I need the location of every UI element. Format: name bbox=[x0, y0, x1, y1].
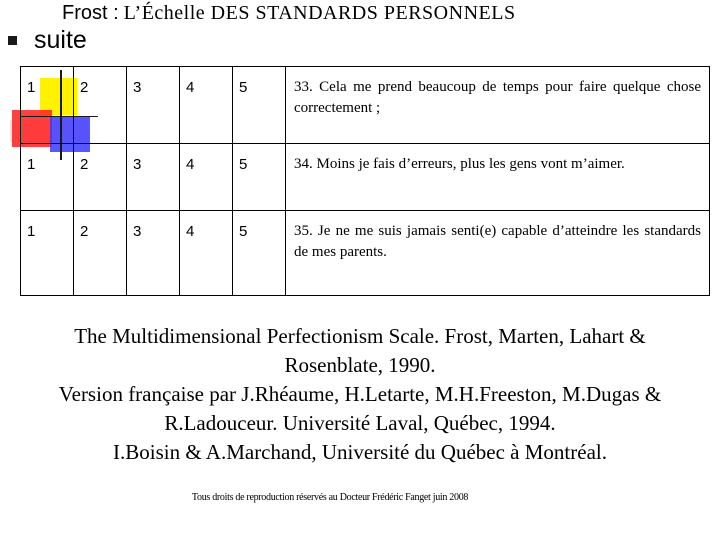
rating-cell: 1 bbox=[21, 144, 74, 211]
credits-block bbox=[0, 322, 720, 467]
rating-cell: 4 bbox=[180, 144, 233, 211]
title-main: L’Échelle DES STANDARDS PERSONNELS bbox=[123, 2, 516, 24]
rating-cell: 2 bbox=[74, 67, 127, 144]
credits-line: Rosenblate, 1990. bbox=[284, 353, 436, 377]
rating-cell: 3 bbox=[127, 211, 180, 296]
rating-cell: 4 bbox=[180, 67, 233, 144]
item-statement: 33. Cela me prend beaucoup de temps pour faire quelque chose correctement ; bbox=[286, 67, 710, 144]
rating-cell: 1 bbox=[21, 67, 74, 144]
table-row bbox=[21, 144, 710, 211]
rating-cell: 5 bbox=[233, 144, 286, 211]
rating-cell: 5 bbox=[233, 67, 286, 144]
rating-cell: 3 bbox=[127, 144, 180, 211]
rating-scale-table bbox=[20, 66, 710, 296]
credits-line: Version française par J.Rhéaume, H.Letarte, M.H.Freeston, M.Dugas & bbox=[58, 382, 662, 406]
rating-cell: 1 bbox=[21, 211, 74, 296]
rating-cell: 4 bbox=[180, 211, 233, 296]
copyright-footer: Tous droits de reproduction réservés au Docteur Frédéric Fanget juin 2008 bbox=[191, 492, 469, 503]
slide-title bbox=[62, 2, 516, 25]
bullet-text-suite: suite bbox=[34, 26, 87, 54]
rating-cell: 3 bbox=[127, 67, 180, 144]
credits-line: The Multidimensional Perfectionism Scale. Frost, Marten, Lahart & bbox=[74, 324, 646, 348]
rating-cell: 2 bbox=[74, 211, 127, 296]
item-statement: 34. Moins je fais d’erreurs, plus les gens vont m’aimer. bbox=[286, 144, 710, 211]
credits-line: R.Ladouceur. Université Laval, Québec, 1994. bbox=[164, 411, 556, 435]
item-statement: 35. Je ne me suis jamais senti(e) capable d’atteindre les standards de mes parents. bbox=[286, 211, 710, 296]
table-row bbox=[21, 211, 710, 296]
credits-line: I.Boisin & A.Marchand, Université du Québec à Montréal. bbox=[113, 440, 607, 464]
table-row bbox=[21, 67, 710, 144]
rating-cell: 5 bbox=[233, 211, 286, 296]
title-prefix: Frost : bbox=[62, 2, 119, 24]
rating-cell: 2 bbox=[74, 144, 127, 211]
bullet-square-icon bbox=[8, 36, 17, 45]
